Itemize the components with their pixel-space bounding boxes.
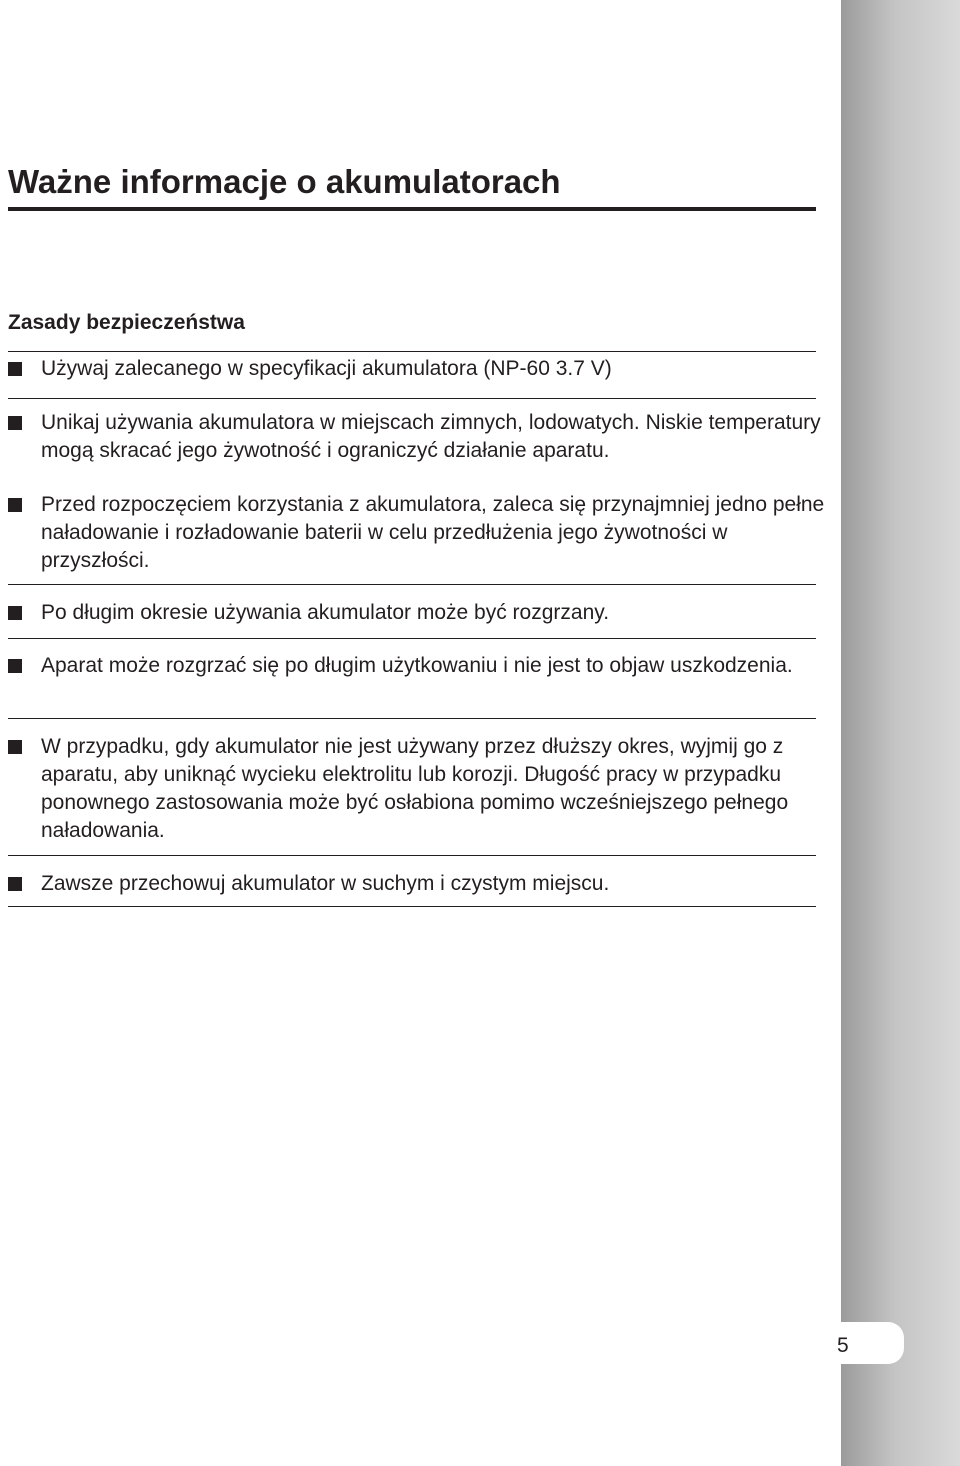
item-divider (8, 584, 816, 585)
list-item-text: Unikaj używania akumulatora w miejscach zimnych, lodowatych. Niskie temperatury mogą skracać jego żywotność i ograniczyć działanie aparatu. (41, 411, 821, 462)
list-item-text: Po długim okresie używania akumulator może być rozgrzany. (41, 601, 610, 624)
bullet-square-icon (8, 416, 22, 430)
item-divider (8, 906, 816, 907)
page-title: Ważne informacje o akumulatorach (8, 163, 561, 200)
item-divider (8, 718, 816, 719)
list-item-text: Zawsze przechowuj akumulator w suchym i czystym miejscu. (41, 872, 610, 895)
section-divider (8, 351, 816, 352)
list-item-text: W przypadku, gdy akumulator nie jest używany przez dłuższy okres, wyjmij go z aparatu, aby uniknąć wycieku elektrolitu lub korozji. Długość pracy w przypadku ponownego zastosowania może być osłabiona pomimo wcześniejszego pełnego naładowania. (41, 735, 789, 842)
section-title: Zasady bezpieczeństwa (8, 311, 245, 334)
page-number-tab (812, 1322, 904, 1364)
side-band (841, 0, 960, 1466)
page-number: 5 (837, 1334, 849, 1357)
list-item-text: Aparat może rozgrzać się po długim użytkowaniu i nie jest to objaw uszkodzenia. (41, 654, 793, 677)
item-divider (8, 638, 816, 639)
title-divider (8, 207, 816, 211)
bullet-square-icon (8, 659, 22, 673)
item-divider (8, 855, 816, 856)
list-item-text: Przed rozpoczęciem korzystania z akumulatora, zaleca się przynajmniej jedno pełne naładowanie i rozładowanie baterii w celu przedłużenia jego żywotności w przyszłości. (41, 493, 825, 572)
list-item-text: Używaj zalecanego w specyfikacji akumulatora (NP-60 3.7 V) (41, 357, 612, 380)
bullet-square-icon (8, 498, 22, 512)
bullet-square-icon (8, 362, 22, 376)
bullet-square-icon (8, 740, 22, 754)
item-divider (8, 398, 816, 399)
bullet-square-icon (8, 606, 22, 620)
bullet-square-icon (8, 877, 22, 891)
